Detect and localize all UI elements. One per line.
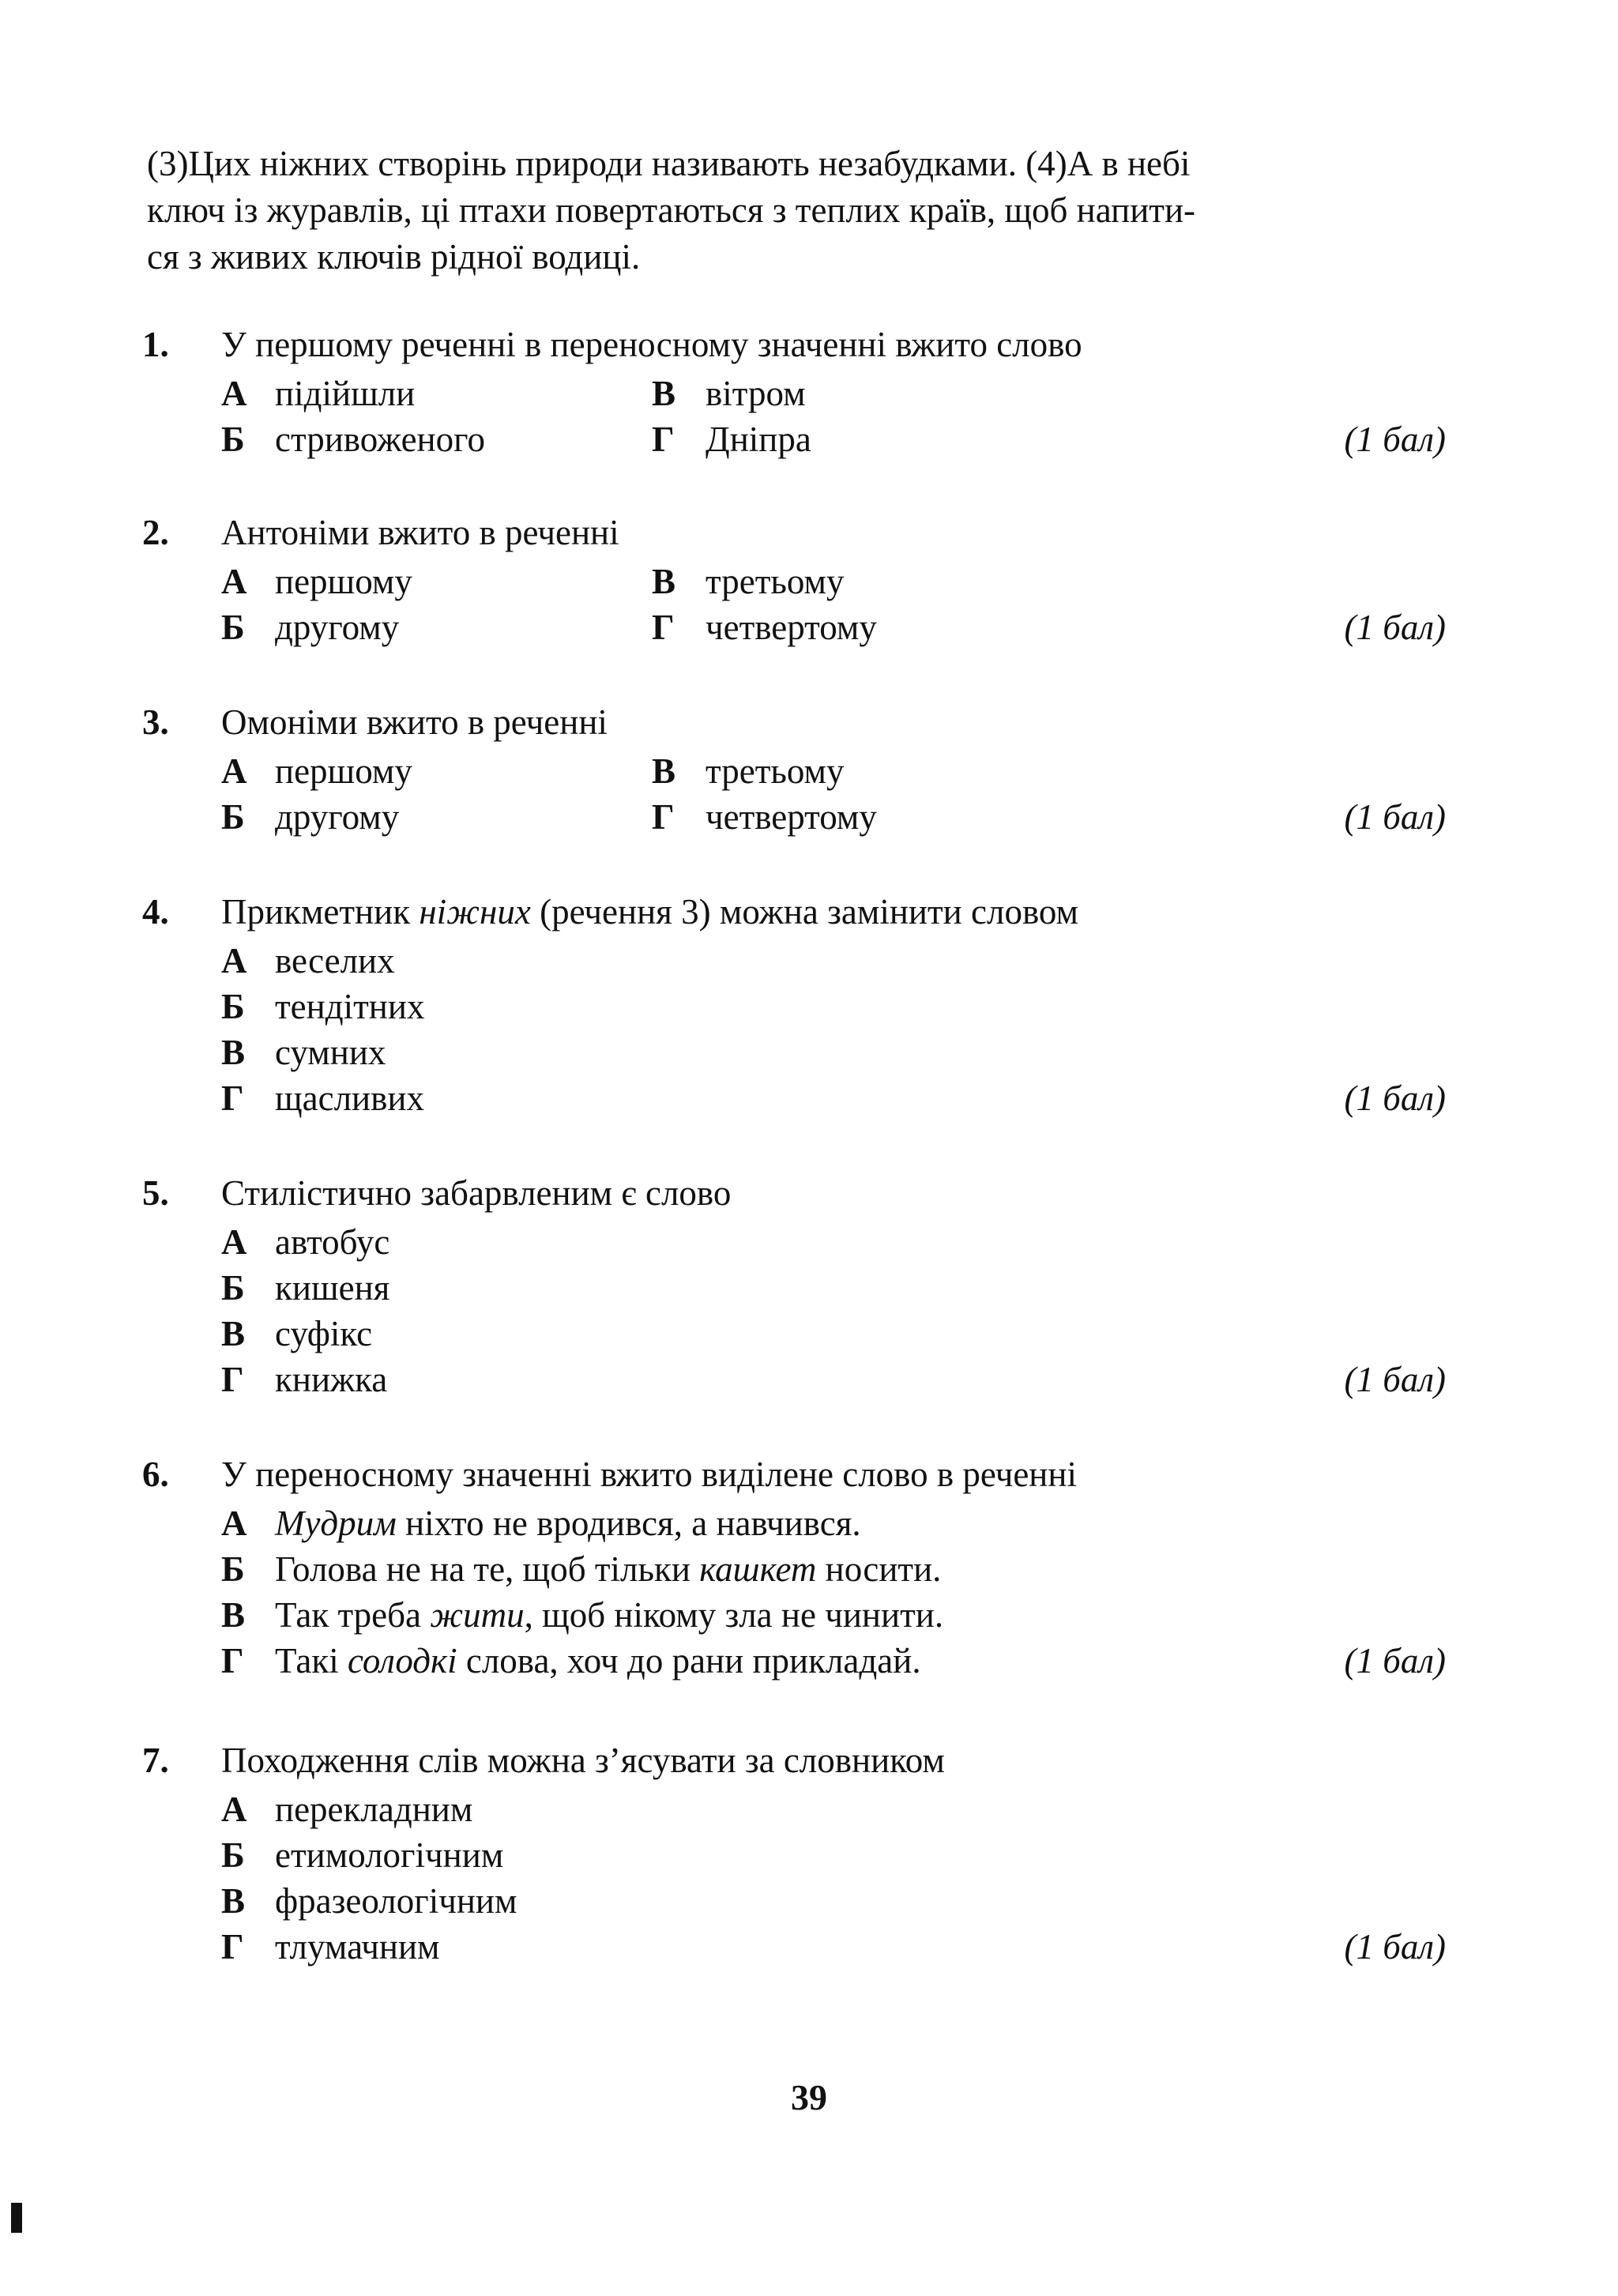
score-label: (1 бал) [1344,1078,1446,1118]
option-text: тендітних [275,987,425,1026]
option-text: суфікс [275,1314,373,1353]
option-b[interactable]: Б Голова не на те, щоб тільки кашкет носити. [221,1549,942,1589]
option-letter: А [221,1222,247,1262]
question-text: У переносному значенні вжито виділене слово в реченні [221,1455,1077,1494]
question-text: У першому реченні в переносному значенні вжито слово [221,325,1082,364]
passage-line-1: (3)Цих ніжних створінь природи називають незабудками. (4)А в небі [147,144,1191,183]
option-letter: А [221,562,247,601]
option-g[interactable] [221,1359,387,1400]
option-letter: Г [221,1641,244,1681]
option-letter: Б [221,1549,245,1589]
option-a[interactable]: А Мудрим ніхто не вродився, а навчився. [221,1504,861,1543]
option-letter: А [221,941,247,981]
option-text: сумних [275,1033,386,1072]
option-v[interactable] [652,373,806,414]
question-text: Омоніми вжито в реченні [221,702,608,742]
score-label: (1 бал) [1344,608,1446,647]
highlighted-word: Мудрим [275,1504,397,1543]
option-a[interactable] [221,1789,472,1830]
question-number: 2. [142,513,169,552]
option-letter: А [221,751,247,791]
option-letter: А [221,374,247,413]
highlighted-word: кашкет [699,1549,817,1589]
question-6 [142,1454,1446,1686]
option-letter: Б [221,420,245,459]
option-letter: В [652,562,676,601]
option-letter: В [221,1881,246,1921]
option-text: першому [275,562,412,601]
option-letter: Г [652,420,675,459]
option-text: книжка [275,1360,388,1399]
option-a[interactable] [221,373,415,414]
option-g[interactable] [221,1926,440,1967]
question-number: 6. [142,1455,169,1494]
option-a[interactable] [221,561,412,602]
highlighted-word: жити [430,1595,525,1635]
option-text: підійшли [275,374,416,413]
option-v[interactable] [221,1032,386,1073]
question-number: 3. [142,702,169,742]
option-letter: Б [221,1835,245,1875]
option-text: Дніпра [706,420,811,459]
option-b[interactable] [221,986,424,1027]
question-number: 1. [142,325,169,364]
option-v[interactable] [221,1313,372,1354]
option-letter: Г [652,797,675,837]
option-text: етимологічним [275,1835,504,1875]
passage-line-3: ся з живих ключів рідної водиці. [147,237,641,277]
option-letter: Г [652,608,675,647]
option-text: третьому [706,751,845,791]
reading-passage [147,141,1443,280]
option-text: тлумачним [275,1927,440,1967]
highlighted-word: солодкі [347,1641,457,1681]
option-b[interactable] [221,1267,389,1308]
question-number: 4. [142,892,169,932]
option-letter: А [221,1790,247,1829]
option-v[interactable] [652,751,845,792]
option-v[interactable]: В Так треба жити, щоб нікому зла не чинити. [221,1595,944,1635]
option-b[interactable] [221,796,399,837]
option-text: фразеологічним [275,1881,517,1921]
option-b[interactable] [221,607,399,648]
option-letter: В [221,1595,246,1635]
option-g[interactable]: Г Такі солодкі слова, хоч до рани прикладай. [221,1641,921,1681]
option-text: першому [275,751,412,791]
option-text: четвертому [706,797,877,837]
option-g[interactable] [652,419,811,460]
question-number: 7. [142,1741,169,1780]
option-v[interactable] [652,561,845,602]
option-text: четвертому [706,608,877,647]
option-letter: В [221,1033,246,1072]
option-text: третьому [706,562,845,601]
option-a[interactable] [221,1221,389,1263]
page-number: 39 [791,2077,827,2117]
option-text: щасливих [275,1078,424,1118]
option-letter: В [652,374,676,413]
option-letter: А [221,1504,247,1543]
option-letter: В [652,751,676,791]
option-letter: Г [221,1078,244,1118]
option-text: стривоженого [275,420,485,459]
option-letter: Б [221,1268,245,1308]
option-text: кишеня [275,1268,390,1308]
option-letter: Г [221,1360,244,1399]
option-a[interactable] [221,751,412,792]
option-a[interactable] [221,940,395,981]
option-letter: Г [221,1927,244,1967]
question-2 [142,512,1446,653]
option-b[interactable] [221,419,485,460]
score-label: (1 бал) [1344,1360,1446,1399]
option-text: веселих [275,941,395,981]
score-label: (1 бал) [1344,797,1446,837]
option-letter: Б [221,797,245,837]
option-letter: В [221,1314,246,1353]
score-label: (1 бал) [1344,1641,1446,1681]
option-g[interactable] [652,607,877,648]
score-label: (1 бал) [1344,1927,1446,1967]
question-7 [142,1740,1446,1972]
option-letter: Б [221,987,245,1026]
option-g[interactable] [652,796,877,837]
option-text: другому [275,797,400,837]
option-text: вітром [706,374,806,413]
score-label: (1 бал) [1344,420,1446,459]
italic-word: ніжних [419,892,531,932]
option-text: автобус [275,1222,390,1262]
question-text: Прикметник ніжних (речення 3) можна замінити словом [221,892,1078,932]
question-number: 5. [142,1173,169,1213]
scan-edge-mark [11,2203,22,2233]
option-b[interactable] [221,1835,503,1876]
option-g[interactable] [221,1078,424,1119]
option-letter: Б [221,608,245,647]
question-1 [142,324,1446,465]
question-text: Стилістично забарвленим є слово [221,1173,732,1213]
question-3 [142,702,1446,842]
passage-line-2: ключ із журавлів, ці птахи повертаються з теплих країв, щоб напити- [147,190,1196,230]
question-text: Походження слів можна з’ясувати за словником [221,1741,945,1780]
option-text: другому [275,608,400,647]
question-text: Антоніми вжито в реченні [221,513,619,552]
question-4 [142,891,1446,1124]
option-v[interactable] [221,1880,517,1921]
option-text: перекладним [275,1790,473,1829]
question-5 [142,1172,1446,1405]
